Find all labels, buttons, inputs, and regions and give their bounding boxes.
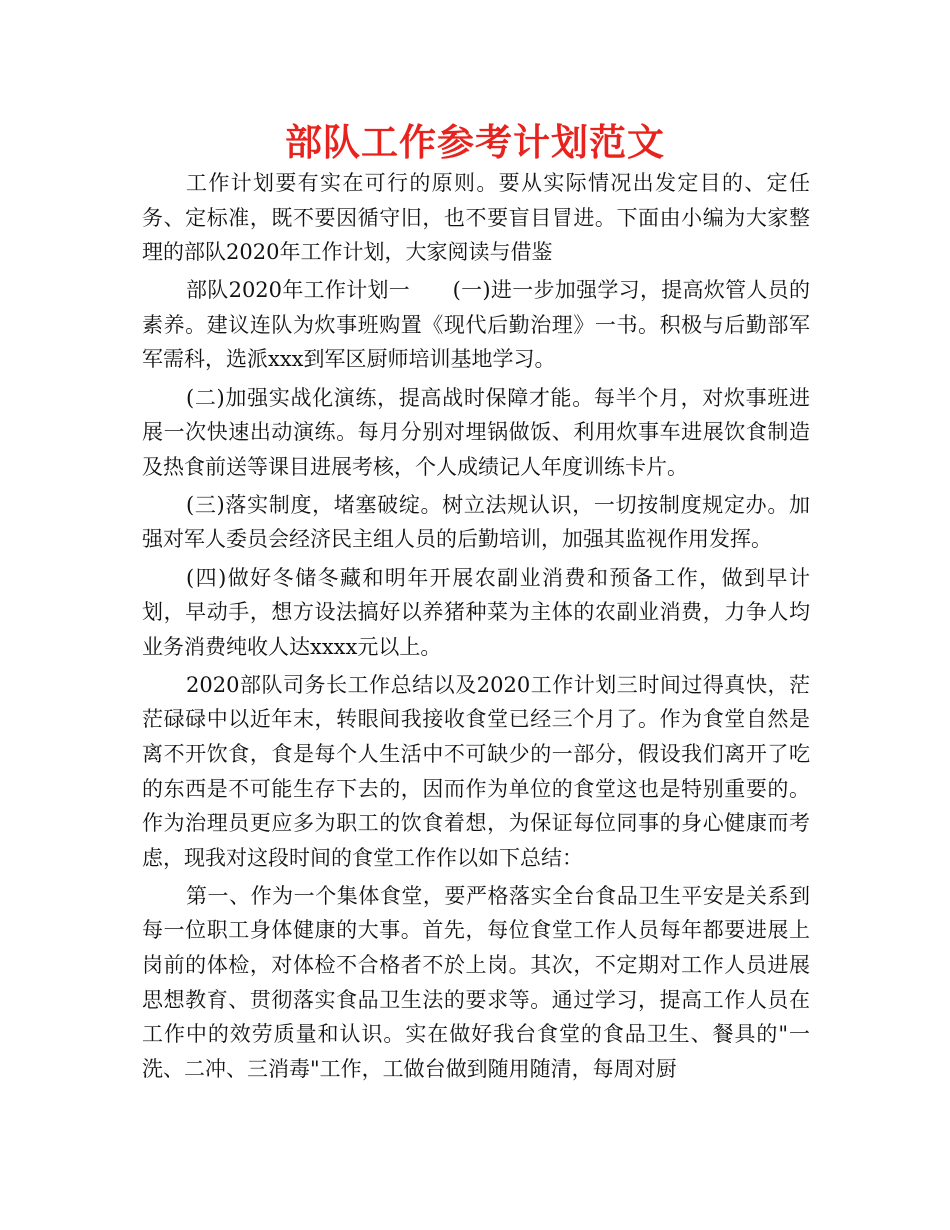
paragraph-first-point: 第一、作为一个集体食堂，要严格落实全台食品卫生平安是关系到每一位职工身体健康的大事。首先，每位食堂工作人员每年都要进展上岗前的体检，对体检不合格者不於上岗。其次，不定期对工作人员进展思想教育、贯彻落实食品卫生法的要求等。通过学习，提高工作人员在工作中的效劳质量和认识。实在做好我台食堂的食品卫生、餐具的"一洗、二冲、三消毒"工作，工做台做到随用随清，每周对厨 (142, 883, 810, 1081)
document-title: 部队工作参考计划范文 (285, 121, 665, 164)
paragraph-item-two: (二)加强实战化演练，提高战时保障才能。每半个月，对炊事班进展一次快速出动演练。每月分别对埋锅做饭、利用炊事车进展饮食制造及热食前送等课目进展考核，个人成绩记人年度训练卡片。 (142, 385, 810, 479)
paragraph-item-three: (三)落实制度，堵塞破绽。树立法规认识，一切按制度规定办。加强对军人委员会经济民主组人员的后勤培训，加强其监视作用发挥。 (142, 492, 810, 552)
paragraph-summary-three: 2020部队司务长工作总结以及2020工作计划三时间过得真快，茫茫碌碌中以近年末，转眼间我接收食堂已经三个月了。作为食堂自然是离不开饮食，食是每个人生活中不可缺少的一部分，假设我们离开了吃的东西是不可能生存下去的，因而作为单位的食堂这也是特别重要的。作为治理员更应多为职工的饮食着想，为保证每位同事的身心健康而考虑，现我对这段时间的食堂工作作以如下总结： (142, 672, 810, 870)
document-body (142, 166, 810, 1090)
paragraph-item-four: (四)做好冬储冬藏和明年开展农副业消费和预备工作，做到早计划，早动手，想方设法搞好以养猪种菜为主体的农副业消费，力争人均业务消费纯收人达xxxx元以上。 (142, 565, 810, 659)
paragraph-intro: 工作计划要有实在可行的原则。要从实际情况出发定目的、定任务、定标准，既不要因循守旧，也不要盲目冒进。下面由小编为大家整理的部队2020年工作计划，大家阅读与借鉴 (142, 171, 810, 265)
paragraph-plan-one: 部队2020年工作计划一 (一)进一步加强学习，提高炊管人员的素养。建议连队为炊事班购置《现代后勤治理》一书。积极与后勤部军军需科，选派xxx到军区厨师培训基地学习。 (142, 278, 810, 372)
